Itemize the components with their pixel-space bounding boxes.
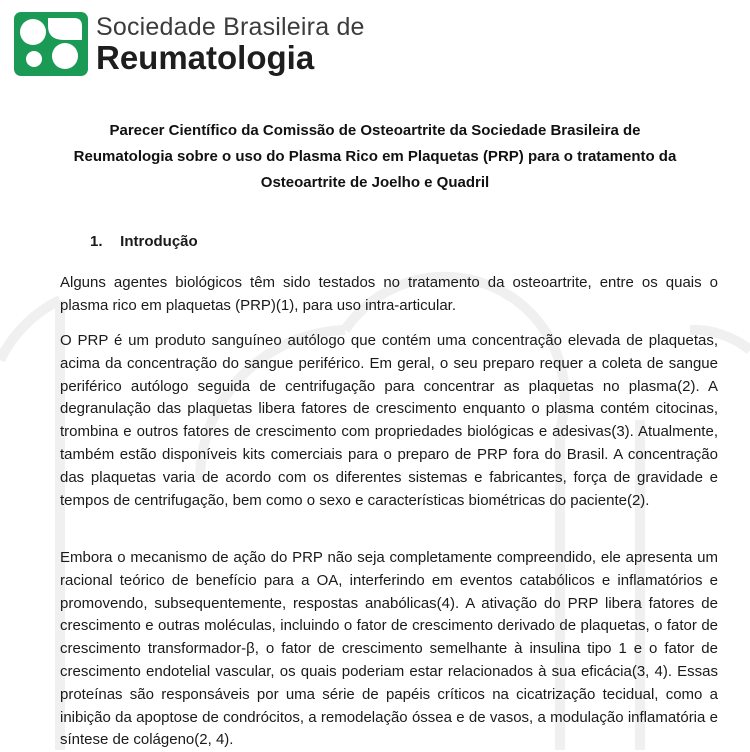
sbr-logo-icon xyxy=(14,12,88,76)
paragraph: O PRP é um produto sanguíneo autólogo que contém uma concentração elevada de plaquetas, acima da concentração do sangue periférico. Em geral, o seu preparo requer a coleta de sangue periférico autólogo seguida de centrifugação para concentrar as plaquetas no plasma(2). A degranulação das plaquetas libera fatores de crescimento enquanto o plasma contém citocinas, trombina e outros fatores de crescimento com propriedades biológicas e adesivas(3). Atualmente, também estão disponíveis kits comerciais para o preparo de PRP fora do Brasil. A concentração das plaquetas varia de acordo com os diferentes sistemas e fabricantes, força de gravidade e tempos de centrifugação, bem como o sexo e características biométricas do paciente(2). xyxy=(60,332,718,509)
document-title xyxy=(70,118,680,196)
section-heading xyxy=(90,233,198,250)
brand-name xyxy=(96,12,365,76)
brand-line2: Reumatologia xyxy=(96,38,315,76)
title-line: Parecer Científico da Comissão de Osteoartrite da Sociedade Brasileira de xyxy=(109,122,641,139)
brand-line1: Sociedade Brasileira de xyxy=(96,12,365,41)
section-number: 1. xyxy=(90,233,103,250)
section-title: Introdução xyxy=(120,233,198,250)
paragraph: Embora o mecanismo de ação do PRP não seja completamente compreendido, ele apresenta um racional teórico de benefício para a OA, interferindo em eventos catabólicos e inflamatórios e promovendo, subsequentemente, respostas anabólicas(4). A ativação do PRP libera fatores de crescimento e outras moléculas, incluindo o fator de crescimento derivado de plaquetas, o fator de crescimento transformador-β, o fator de crescimento semelhante à insulina tipo 1 e o fator de crescimento endotelial vascular, os quais poderiam estar relacionados à sua eficácia(3, 4). Essas proteínas são responsáveis por uma série de papéis críticos na cicatrização tecidual, como a inibição da apoptose de condrócitos, a remodelação óssea e de vasos, a modulação inflamatória e síntese de colágeno(2, 4). xyxy=(60,549,718,749)
paragraph: Alguns agentes biológicos têm sido testados no tratamento da osteoartrite, entre os quais o plasma rico em plaquetas (PRP)(1), para uso intra-articular. xyxy=(60,274,718,314)
title-line: Reumatologia sobre o uso do Plasma Rico em Plaquetas (PRP) para o tratamento da xyxy=(73,148,677,165)
header xyxy=(14,12,365,76)
title-line: Osteoartrite de Joelho e Quadril xyxy=(260,174,490,191)
